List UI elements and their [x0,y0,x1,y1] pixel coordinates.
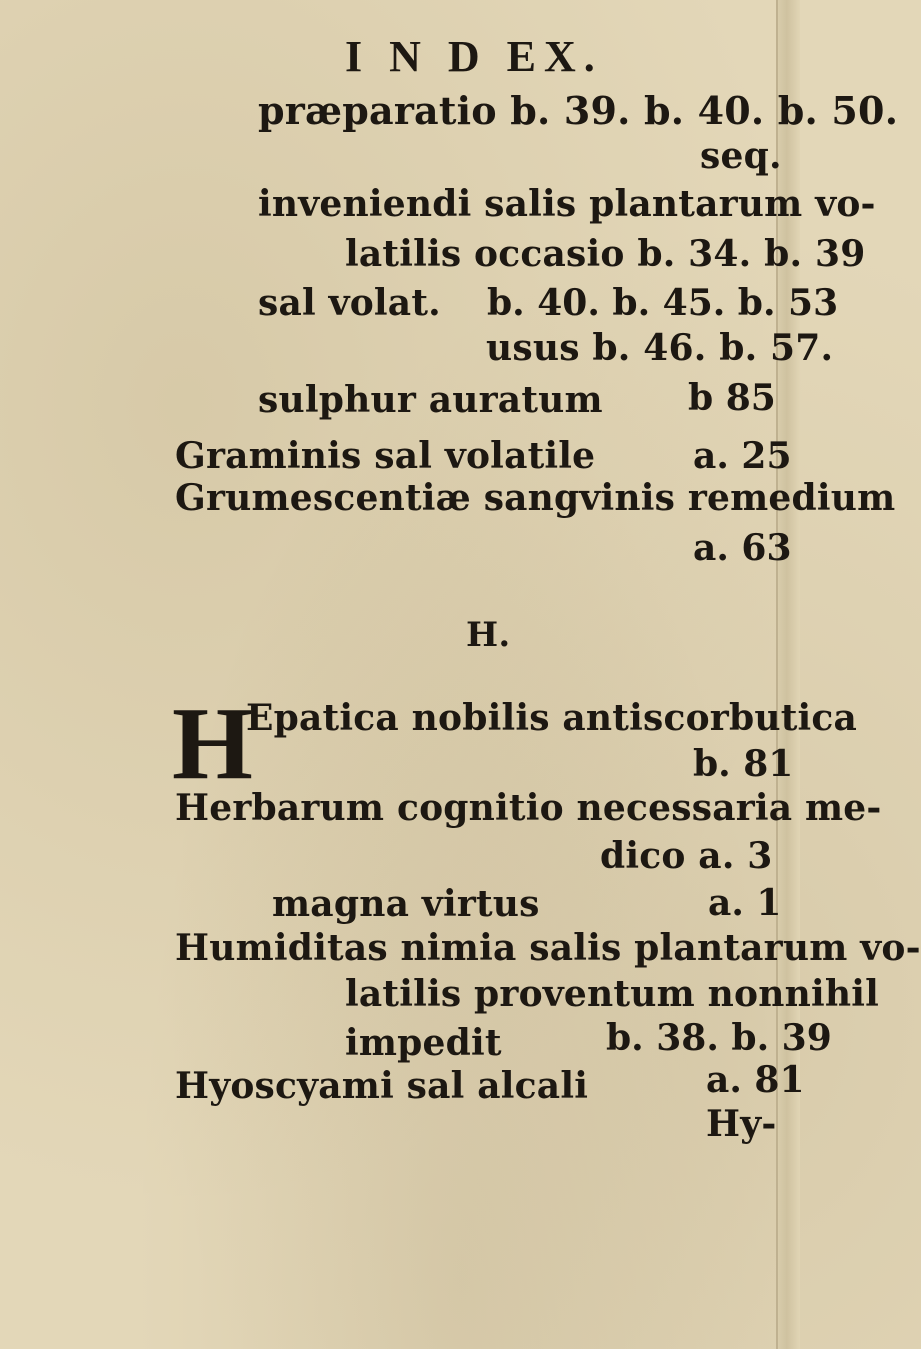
ref-hepatica: b. 81 [693,743,794,785]
ref-impedit: b. 38. b. 39 [606,1017,832,1059]
entry-latilis-proventum: latilis proventum nonnihil [345,973,879,1015]
entry-magna-virtus: magna virtus [272,883,540,925]
entry-humiditas: Humiditas nimia salis plantarum vo- [175,927,921,969]
entry-hepatica: Epatica nobilis antiscorbutica [246,697,858,739]
entry-impedit: impedit [345,1022,502,1064]
entry-seq: seq. [700,135,782,177]
entry-graminis: Graminis sal volatile [175,435,596,477]
entry-hyoscyami: Hyoscyami sal alcali [175,1065,589,1107]
entry-sulphur-auratum: sulphur auratum [258,379,603,421]
entry-sal-volat: sal volat. [258,282,441,324]
entry-grumescentiae: Grumescentiæ sangvinis remedium [175,477,896,519]
ref-hyoscyami: a. 81 [706,1059,805,1101]
entry-usus: usus b. 46. b. 57. [486,327,834,369]
dropcap-h: H [172,686,253,801]
index-header: I N D EX. [345,32,603,81]
ref-magna-virtus: a. 1 [708,882,782,924]
ref-sal-volat: b. 40. b. 45. b. 53 [487,282,839,324]
entry-latilis-occasio: latilis occasio b. 34. b. 39 [345,233,866,275]
ref-graminis: a. 25 [693,435,792,477]
entry-herbarum: Herbarum cognitio necessaria me- [175,787,882,829]
catchword-hy: Hy- [706,1103,777,1145]
entry-dico: dico a. 3 [600,835,773,877]
ref-sulphur-auratum: b 85 [688,377,776,419]
ref-grumescentiae: a. 63 [693,527,792,569]
entry-inveniendi: inveniendi salis plantarum vo- [258,183,876,225]
entry-praeparatio: præparatio b. 39. b. 40. b. 50. [258,88,899,133]
section-letter-h: H. [466,615,511,655]
